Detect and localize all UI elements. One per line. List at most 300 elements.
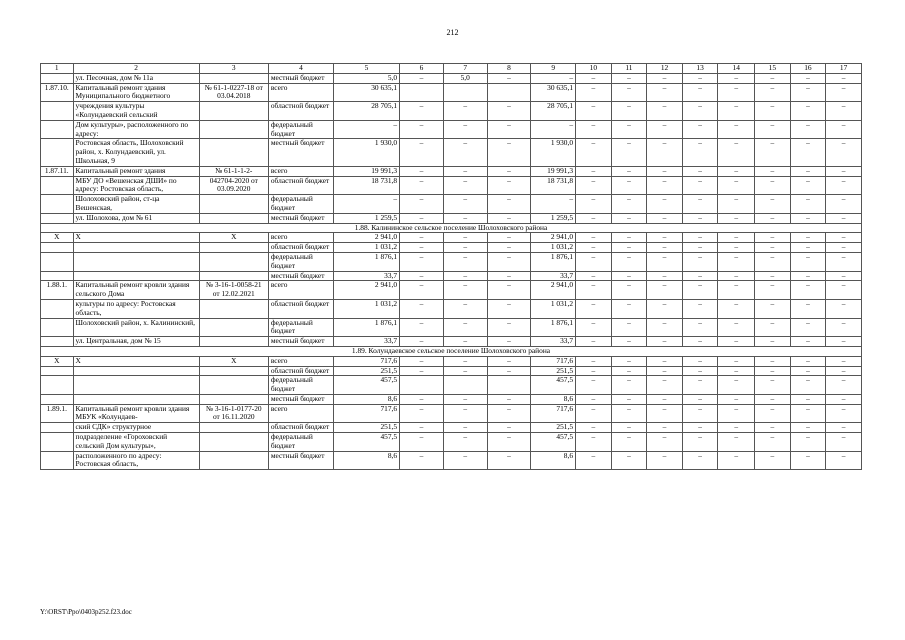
funding-source: областной бюджет [268, 102, 333, 121]
value-col7: – [443, 176, 487, 195]
value-col14: – [718, 176, 755, 195]
value-total: 8,6 [333, 394, 399, 404]
object-name [73, 252, 199, 271]
value-col16: – [790, 318, 826, 337]
value-col11: – [611, 404, 647, 423]
table-row [41, 356, 862, 366]
value-col7: – [443, 195, 487, 214]
document-number: № 3-16-1-0058-21 от 12.02.2021 [199, 281, 268, 300]
value-col15: – [755, 73, 791, 83]
value-col13: – [682, 394, 718, 404]
value-col10: – [576, 102, 612, 121]
value-total: 28 705,1 [333, 102, 399, 121]
value-col11: – [611, 120, 647, 139]
value-col9: 251,5 [531, 366, 576, 376]
value-col7: – [443, 213, 487, 223]
value-col10: – [576, 139, 612, 166]
value-col6: – [400, 139, 444, 166]
document-number [199, 252, 268, 271]
funding-source: всего [268, 166, 333, 176]
value-col17: – [826, 451, 862, 470]
table-row [41, 271, 862, 281]
value-col10: – [576, 356, 612, 366]
header-cell: 11 [611, 64, 647, 74]
item-number [41, 318, 74, 337]
value-col8: – [487, 299, 531, 318]
value-col7: – [443, 299, 487, 318]
value-col14: – [718, 252, 755, 271]
funding-source: всего [268, 404, 333, 423]
header-row [41, 64, 862, 74]
funding-source: федеральный бюджет [268, 318, 333, 337]
value-col12: – [647, 366, 683, 376]
value-total: 1 876,1 [333, 252, 399, 271]
value-col16: – [790, 433, 826, 452]
object-name: подразделение «Гороховский сельский Дом культуры», [73, 433, 199, 452]
object-name [73, 376, 199, 395]
value-col9: 2 941,0 [531, 281, 576, 300]
value-col17: – [826, 271, 862, 281]
value-col12: – [647, 376, 683, 395]
value-col15: – [755, 195, 791, 214]
value-col7: – [443, 451, 487, 470]
value-col13: – [682, 366, 718, 376]
value-col15: – [755, 318, 791, 337]
value-col16: – [790, 299, 826, 318]
value-col13: – [682, 433, 718, 452]
value-col16: – [790, 271, 826, 281]
value-col8: – [487, 356, 531, 366]
value-col9: 1 031,2 [531, 299, 576, 318]
item-number [41, 337, 74, 347]
value-col15: – [755, 139, 791, 166]
value-col16: – [790, 195, 826, 214]
value-col13: – [682, 102, 718, 121]
value-col13: – [682, 213, 718, 223]
header-cell: 7 [443, 64, 487, 74]
value-col12: – [647, 166, 683, 176]
value-col9: – [531, 73, 576, 83]
value-col17: – [826, 139, 862, 166]
value-col6: – [400, 404, 444, 423]
object-name: Шолоховский район, ст-ца Вешенская, [73, 195, 199, 214]
value-col6: – [400, 120, 444, 139]
value-col10: – [576, 451, 612, 470]
value-col15: – [755, 252, 791, 271]
value-col11: – [611, 176, 647, 195]
value-col12: – [647, 318, 683, 337]
document-number [199, 423, 268, 433]
table-row [41, 318, 862, 337]
value-col16: – [790, 233, 826, 243]
value-col15: – [755, 356, 791, 366]
funding-source: местный бюджет [268, 73, 333, 83]
value-col17: – [826, 166, 862, 176]
value-col11: – [611, 433, 647, 452]
value-col10: – [576, 73, 612, 83]
value-col13: – [682, 451, 718, 470]
value-col10: – [576, 433, 612, 452]
value-col17: – [826, 299, 862, 318]
value-col16: – [790, 451, 826, 470]
value-col8: – [487, 73, 531, 83]
value-total: 33,7 [333, 271, 399, 281]
value-total: 1 259,5 [333, 213, 399, 223]
value-col8: – [487, 243, 531, 253]
value-col11: – [611, 337, 647, 347]
value-col6: – [400, 243, 444, 253]
value-col13: – [682, 356, 718, 366]
value-col9: 717,6 [531, 356, 576, 366]
value-col11: – [611, 423, 647, 433]
value-col14: – [718, 73, 755, 83]
value-col17: – [826, 404, 862, 423]
value-col7: – [443, 433, 487, 452]
value-col14: – [718, 102, 755, 121]
value-col11: – [611, 281, 647, 300]
value-col6: – [400, 166, 444, 176]
funding-source: областной бюджет [268, 299, 333, 318]
value-col17: – [826, 318, 862, 337]
value-col13: – [682, 233, 718, 243]
value-col7: – [443, 102, 487, 121]
value-col15: – [755, 337, 791, 347]
value-total: 1 031,2 [333, 299, 399, 318]
table-row [41, 139, 862, 166]
object-name: Шолоховский район, х. Калининский, [73, 318, 199, 337]
header-cell: 4 [268, 64, 333, 74]
value-col8: – [487, 176, 531, 195]
value-col10: – [576, 337, 612, 347]
value-col11: – [611, 451, 647, 470]
funding-source: федеральный бюджет [268, 433, 333, 452]
value-col15: – [755, 376, 791, 395]
value-col10: – [576, 281, 612, 300]
value-col6 [400, 376, 444, 395]
value-col11: – [611, 299, 647, 318]
value-col17: – [826, 120, 862, 139]
item-number: 1.89.1. [41, 404, 74, 423]
value-total: 30 635,1 [333, 83, 399, 102]
item-number: 1.87.11. [41, 166, 74, 176]
value-total: 717,6 [333, 356, 399, 366]
object-name [73, 271, 199, 281]
value-col7: – [443, 281, 487, 300]
value-col12: – [647, 73, 683, 83]
value-col13: – [682, 281, 718, 300]
value-col9: 1 259,5 [531, 213, 576, 223]
document-number [199, 271, 268, 281]
value-col6: – [400, 337, 444, 347]
value-col9: 1 876,1 [531, 252, 576, 271]
value-col12: – [647, 299, 683, 318]
object-name: расположенного по адресу: Ростовская область, [73, 451, 199, 470]
value-total: 18 731,8 [333, 176, 399, 195]
value-col14: – [718, 120, 755, 139]
value-col10: – [576, 423, 612, 433]
item-number [41, 366, 74, 376]
value-col6: – [400, 318, 444, 337]
header-cell: 5 [333, 64, 399, 74]
document-number [199, 394, 268, 404]
funding-source: всего [268, 281, 333, 300]
value-col16: – [790, 73, 826, 83]
value-col11: – [611, 243, 647, 253]
header-cell: 3 [199, 64, 268, 74]
value-col14: – [718, 243, 755, 253]
value-col8: – [487, 394, 531, 404]
document-number: № 61-1-0227-18 от 03.04.2018 [199, 83, 268, 102]
funding-source: местный бюджет [268, 213, 333, 223]
value-col9: 1 930,0 [531, 139, 576, 166]
value-col14: – [718, 376, 755, 395]
table-row [41, 166, 862, 176]
value-col16: – [790, 394, 826, 404]
value-col9: 18 731,8 [531, 176, 576, 195]
value-col17: – [826, 376, 862, 395]
section-row [41, 223, 862, 233]
value-col16: – [790, 252, 826, 271]
object-name: ул. Шолохова, дом № 61 [73, 213, 199, 223]
value-col17: – [826, 73, 862, 83]
value-col9: 33,7 [531, 337, 576, 347]
item-number [41, 195, 74, 214]
object-name: Капитальный ремонт кровли здания сельского Дома [73, 281, 199, 300]
item-number [41, 102, 74, 121]
value-col9: 457,5 [531, 433, 576, 452]
value-col6: – [400, 252, 444, 271]
value-col12: – [647, 139, 683, 166]
value-col17: – [826, 176, 862, 195]
funding-source: федеральный бюджет [268, 195, 333, 214]
value-col10: – [576, 213, 612, 223]
value-col10: – [576, 243, 612, 253]
document-number [199, 102, 268, 121]
value-total: 1 930,0 [333, 139, 399, 166]
value-col17: – [826, 366, 862, 376]
value-col11: – [611, 252, 647, 271]
value-col13: – [682, 252, 718, 271]
value-col6: – [400, 73, 444, 83]
value-col12: – [647, 243, 683, 253]
value-col8: – [487, 433, 531, 452]
header-cell: 17 [826, 64, 862, 74]
object-name: культуры по адресу: Ростовская область, [73, 299, 199, 318]
value-col14: – [718, 166, 755, 176]
value-col16: – [790, 356, 826, 366]
funding-source: областной бюджет [268, 366, 333, 376]
value-col16: – [790, 281, 826, 300]
funding-source: областной бюджет [268, 243, 333, 253]
object-name: ул. Песочная, дом № 11а [73, 73, 199, 83]
value-col17: – [826, 394, 862, 404]
value-col13: – [682, 83, 718, 102]
value-col11: – [611, 73, 647, 83]
item-number [41, 73, 74, 83]
value-total: 251,5 [333, 366, 399, 376]
funding-source: местный бюджет [268, 271, 333, 281]
value-col6: – [400, 433, 444, 452]
value-col10: – [576, 404, 612, 423]
value-col8: – [487, 404, 531, 423]
value-col15: – [755, 166, 791, 176]
value-total: 1 876,1 [333, 318, 399, 337]
financing-table [40, 63, 862, 470]
value-col6: – [400, 176, 444, 195]
value-col16: – [790, 83, 826, 102]
value-col14: – [718, 423, 755, 433]
value-col6: – [400, 213, 444, 223]
value-col7: – [443, 318, 487, 337]
value-col7 [443, 376, 487, 395]
header-cell: 1 [41, 64, 74, 74]
value-col12: – [647, 176, 683, 195]
value-col17: – [826, 423, 862, 433]
value-col17: – [826, 433, 862, 452]
value-col11: – [611, 233, 647, 243]
value-col8: – [487, 337, 531, 347]
value-col7: – [443, 423, 487, 433]
funding-source: местный бюджет [268, 394, 333, 404]
document-number [199, 139, 268, 166]
value-col9: – [531, 120, 576, 139]
document-number [199, 120, 268, 139]
value-col14: – [718, 433, 755, 452]
value-col12: – [647, 213, 683, 223]
value-col12: – [647, 281, 683, 300]
value-col8: – [487, 281, 531, 300]
header-cell: 13 [682, 64, 718, 74]
value-col10: – [576, 252, 612, 271]
value-col15: – [755, 281, 791, 300]
value-col17: – [826, 337, 862, 347]
section-row [41, 346, 862, 356]
value-col6: – [400, 299, 444, 318]
document-number: X [199, 356, 268, 366]
value-col9: – [531, 195, 576, 214]
value-col12: – [647, 233, 683, 243]
object-name: X [73, 356, 199, 366]
value-col15: – [755, 451, 791, 470]
value-total: 8,6 [333, 451, 399, 470]
value-col13: – [682, 243, 718, 253]
value-col11: – [611, 166, 647, 176]
document-number [199, 376, 268, 395]
value-total: 457,5 [333, 376, 399, 395]
value-col16: – [790, 423, 826, 433]
table-row [41, 195, 862, 214]
value-col11: – [611, 139, 647, 166]
item-number [41, 271, 74, 281]
value-col7: – [443, 252, 487, 271]
table-row [41, 120, 862, 139]
document-number: № 61-1-1-2- [199, 166, 268, 176]
value-col12: – [647, 83, 683, 102]
object-name: Дом культуры», расположенного по адресу: [73, 120, 199, 139]
value-col6: – [400, 195, 444, 214]
value-col8 [487, 83, 531, 102]
value-col7: – [443, 366, 487, 376]
value-col12: – [647, 120, 683, 139]
value-col13: – [682, 195, 718, 214]
header-cell: 15 [755, 64, 791, 74]
table-row [41, 176, 862, 195]
value-col12: – [647, 195, 683, 214]
object-name: учреждения культуры «Колундаевский сельский [73, 102, 199, 121]
item-number [41, 120, 74, 139]
value-col13: – [682, 139, 718, 166]
value-col12: – [647, 356, 683, 366]
value-col6: – [400, 356, 444, 366]
value-col14: – [718, 337, 755, 347]
funding-source: федеральный бюджет [268, 120, 333, 139]
item-number: X [41, 356, 74, 366]
value-col11: – [611, 318, 647, 337]
table-row [41, 337, 862, 347]
value-col16: – [790, 102, 826, 121]
value-col10: – [576, 318, 612, 337]
value-total: 19 991,3 [333, 166, 399, 176]
value-col16: – [790, 213, 826, 223]
value-col11: – [611, 83, 647, 102]
header-cell: 16 [790, 64, 826, 74]
value-col15: – [755, 120, 791, 139]
table-row [41, 423, 862, 433]
document-number: X [199, 233, 268, 243]
value-col16: – [790, 366, 826, 376]
object-name: X [73, 233, 199, 243]
value-col9: 717,6 [531, 404, 576, 423]
value-col10: – [576, 376, 612, 395]
value-total: 5,0 [333, 73, 399, 83]
value-col14: – [718, 366, 755, 376]
value-col15: – [755, 233, 791, 243]
funding-source: федеральный бюджет [268, 376, 333, 395]
value-col17: – [826, 213, 862, 223]
value-col12: – [647, 337, 683, 347]
value-col9: 1 876,1 [531, 318, 576, 337]
value-col8: – [487, 102, 531, 121]
table-row [41, 299, 862, 318]
table-row [41, 102, 862, 121]
section-title: 1.89. Колундаевское сельское поселение Шолоховского района [41, 346, 862, 356]
item-number [41, 243, 74, 253]
value-col8: – [487, 233, 531, 243]
value-col14: – [718, 404, 755, 423]
document-number: № 3-16-1-0177-20 от 16.11.2020 [199, 404, 268, 423]
value-col8: – [487, 166, 531, 176]
value-col14: – [718, 318, 755, 337]
value-col10: – [576, 166, 612, 176]
value-col8: – [487, 120, 531, 139]
value-col11: – [611, 366, 647, 376]
value-col14: – [718, 299, 755, 318]
value-col8: – [487, 318, 531, 337]
value-col15: – [755, 433, 791, 452]
funding-source: всего [268, 83, 333, 102]
value-col15: – [755, 404, 791, 423]
value-col15: – [755, 423, 791, 433]
value-col9: 251,5 [531, 423, 576, 433]
value-col15: – [755, 366, 791, 376]
header-cell: 9 [531, 64, 576, 74]
value-col6: – [400, 233, 444, 243]
value-col10: – [576, 299, 612, 318]
value-col8: – [487, 252, 531, 271]
value-col9: 30 635,1 [531, 83, 576, 102]
value-col8 [487, 376, 531, 395]
value-total: 457,5 [333, 433, 399, 452]
